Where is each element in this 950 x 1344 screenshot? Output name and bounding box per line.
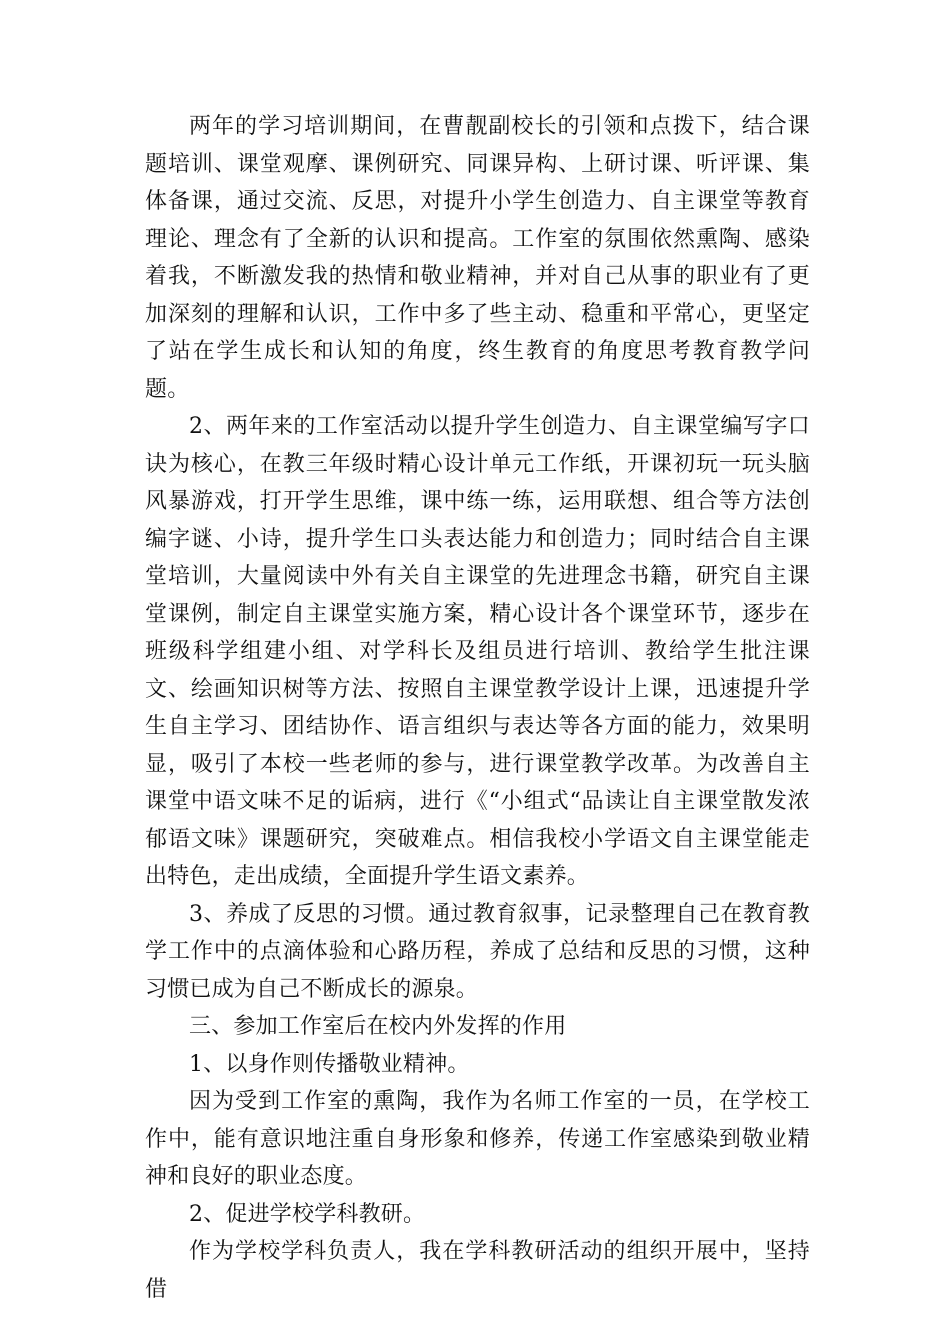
section-heading-role: 三、参加工作室后在校内外发挥的作用 [189, 1014, 567, 1039]
paragraph-subject-research: 作为学校学科负责人，我在学科教研活动的组织开展中，坚持借 [145, 1239, 810, 1302]
subheading-subject-research: 2、促进学校学科教研。 [189, 1201, 426, 1227]
paragraph-studio-activities: 2、两年来的工作室活动以提升学生创造力、自主课堂编写字口诀为核心，在教三年级时精心设计单元工作纸，开课初玩一玩头脑风暴游戏，打开学生思维，课中练一练，运用联想、组合等方法创编字谜、小诗，提升学生口头表达能力和创造力；同时结合自主课堂培训，大量阅读中外有关自主课堂的先进理念书籍，研究自主课堂课例，制定自主课堂实施方案，精心设计各个课堂环节，逐步在班级科学组建小组、对学科长及组员进行培训、教给学生批注课文、绘画知识树等方法、按照自主课堂教学设计上课，迅速提升学生自主学习、团结协作、语言组织与表达等各方面的能力，效果明显，吸引了本校一些老师的参与，进行课堂教学改革。为改善自主课堂中语文味不足的诟病，进行《“小组式“品读让自主课堂散发浓郁语文味》课题研究，突破难点。相信我校小学语文自主课堂能走出特色，走出成绩，全面提升学生语文素养。 [145, 414, 810, 889]
paragraph-reflection-habit: 3、养成了反思的习惯。通过教育叙事，记录整理自己在教育教学工作中的点滴体验和心路历程，养成了总结和反思的习惯，这种习惯已成为自己不断成长的源泉。 [145, 901, 810, 1002]
document-body [145, 108, 810, 1308]
paragraph-dedication: 因为受到工作室的熏陶，我作为名师工作室的一员，在学校工作中，能有意识地注重自身形象和修养，传递工作室感染到敬业精神和良好的职业态度。 [145, 1089, 810, 1189]
paragraph-training-reflection: 两年的学习培训期间，在曹靓副校长的引领和点拨下，结合课题培训、课堂观摩、课例研究、同课异构、上研讨课、听评课、集体备课，通过交流、反思，对提升小学生创造力、自主课堂等教育理论、理念有了全新的认识和提高。工作室的氛围依然熏陶、感染着我，不断激发我的热情和敬业精神，并对自己从事的职业有了更加深刻的理解和认识，工作中多了些主动、稳重和平常心，更坚定了站在学生成长和认知的角度，终生教育的角度思考教育教学问题。 [145, 114, 810, 402]
subheading-dedication: 1、以身作则传播敬业精神。 [189, 1051, 470, 1077]
